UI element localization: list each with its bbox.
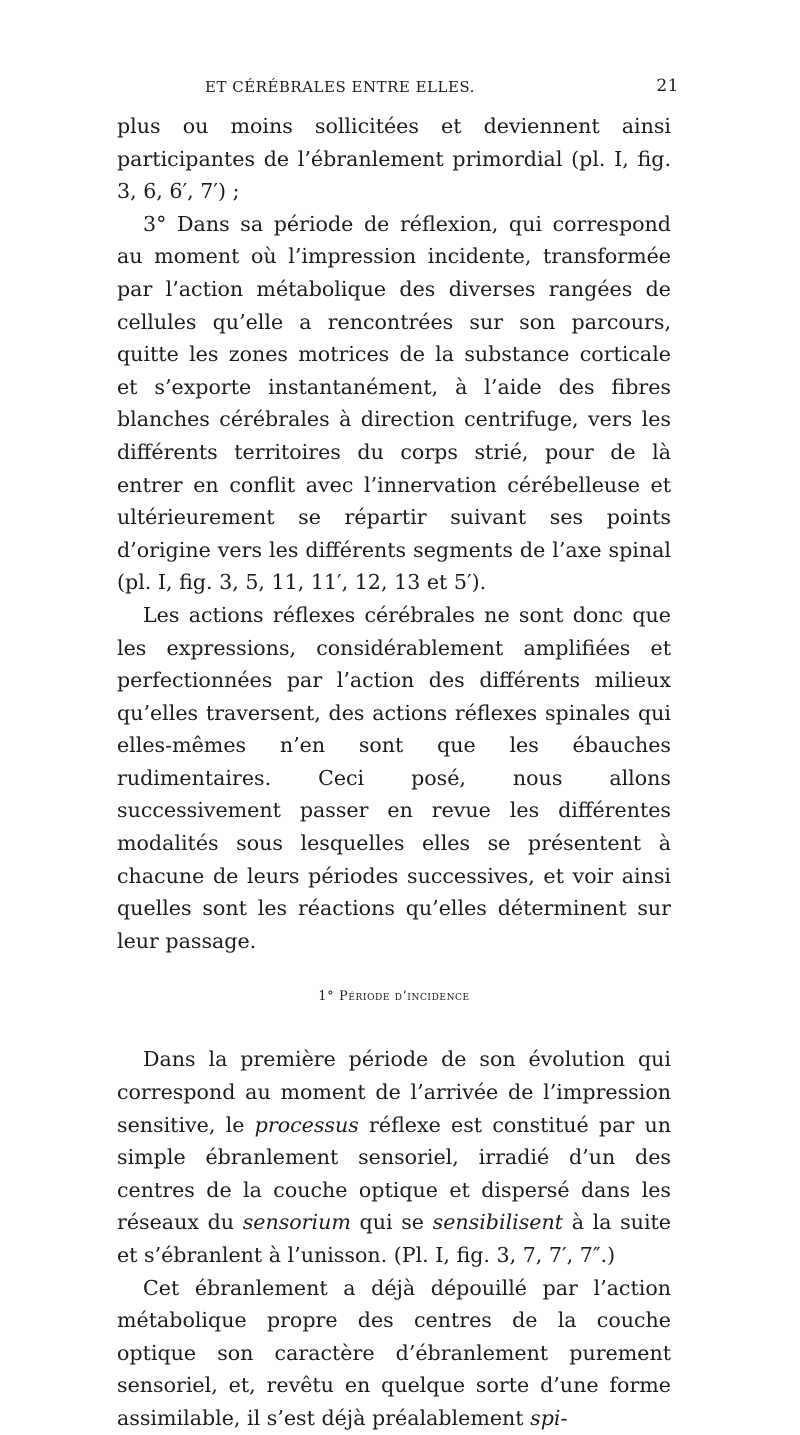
paragraph-reflection-period: 3° Dans sa période de réflexion, qui correspond au moment où l’impression incidente, transformée par l’action métabolique des diverses rangées de cellules qu’elle a rencontrées sur son parcours, quitte les zones motrices de la substance corticale et s’exporte instantanément, à l’aide des fibres blanches cérébrales à direction centrifuge, vers les différents territoires du corps strié, pour de là entrer en conflit avec l’innervation cérébelleuse et ultérieurement se répartir suivant ses points d’origine vers les différents segments de l’axe spinal (pl. I, fig. 3, 5, 11, 11′, 12, 13 et 5′).: [117, 211, 671, 595]
section-number: 1°: [318, 989, 335, 1005]
emphasis-sensorium: sensorium: [242, 1210, 351, 1235]
text-run: réflexe est constitué par un simple ébranlement sensoriel, irradié d’un des centres de la couche optique et dispersé dans les réseaux du: [117, 1112, 671, 1235]
text-run: qui se: [350, 1210, 433, 1235]
text-run: Cet ébranlement a déjà dépouillé par l’action métabolique propre des centres de la couche optique son caractère d’ébranlement purement sensoriel, et, revêtu en quelque sorte d’une forme assimilable, il s’est déjà préalablement: [117, 1275, 671, 1430]
page-number: 21: [656, 76, 679, 96]
paragraph-incidence-first: [117, 1043, 671, 1271]
emphasis-sensibilisent: sensibilisent: [432, 1210, 564, 1235]
body-text: [117, 110, 671, 1435]
running-head: [117, 76, 679, 110]
book-page: [117, 76, 679, 1435]
paragraph-incidence-second: [117, 1272, 671, 1435]
running-head-title: ET CÉRÉBRALES ENTRE ELLES.: [205, 78, 475, 96]
paragraph-reflex-actions: Les actions réflexes cérébrales ne sont donc que les expressions, considérablement amplifiées et perfectionnées par l’action des différents milieux qu’elles traversent, des actions réflexes spinales qui elles-mêmes n’en sont que les ébauches rudimentaires. Ceci posé, nous allons successivement passer en revue les différentes modalités sous lesquelles elles se présentent à chacune de leurs périodes successives, et voir ainsi quelles sont les réactions qu’elles déterminent sur leur passage.: [117, 602, 671, 953]
text-run: Dans la première période de son évolution qui correspond au moment de l’arrivée de l’impression sensitive, le: [117, 1047, 671, 1137]
text-run: à la suite et s’ébranlent à l’unisson. (Pl. I, fig. 3, 7, 7′, 7″.): [117, 1210, 671, 1267]
paragraph-continuation: plus ou moins sollicitées et deviennent ainsi participantes de l’ébranlement primordial (pl. I, fig. 3, 6, 6′, 7′) ;: [117, 114, 671, 204]
emphasis-spi: spi-: [530, 1405, 568, 1430]
section-title: Période d’incidence: [339, 989, 470, 1005]
section-heading: [117, 987, 671, 1007]
emphasis-processus: processus: [254, 1112, 359, 1137]
